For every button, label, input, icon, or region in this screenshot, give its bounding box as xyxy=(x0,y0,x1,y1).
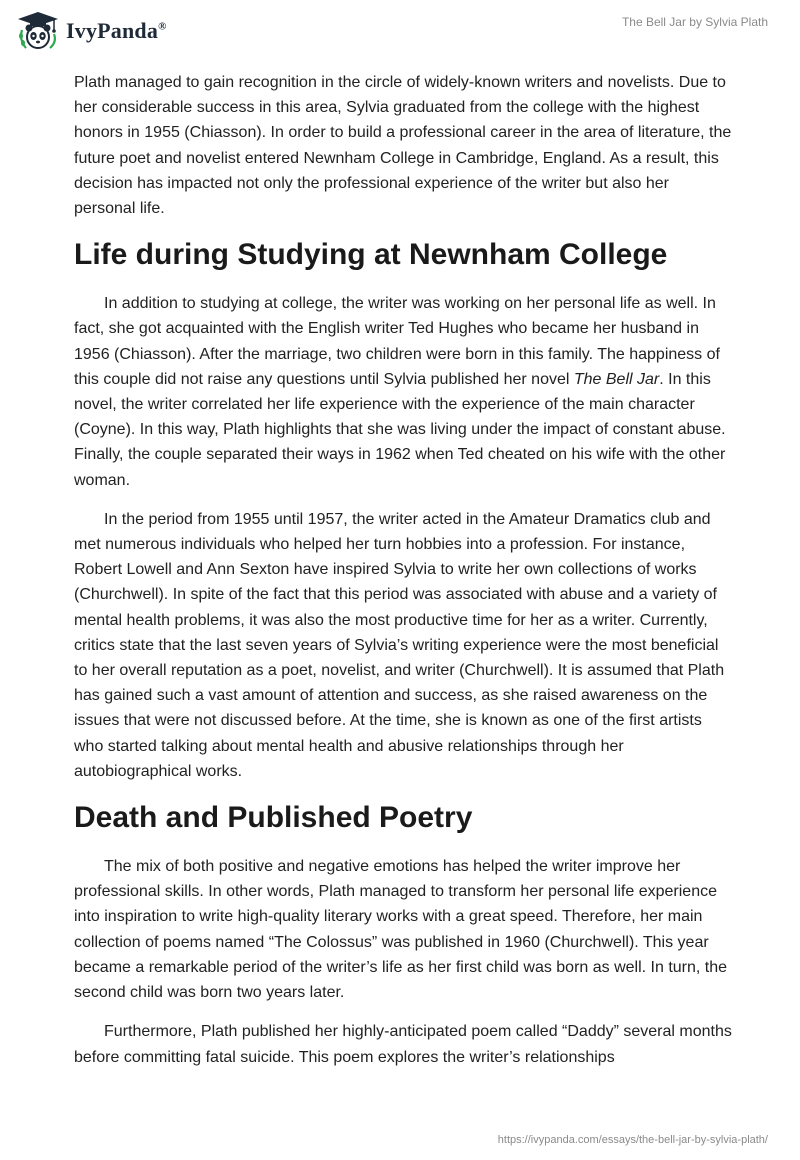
section-heading-newnham: Life during Studying at Newnham College xyxy=(74,238,668,272)
brand-logo[interactable] xyxy=(16,10,167,52)
paragraph-colossus: The mix of both positive and negative emotions has helped the writer improve her professional skills. In other words, Plath managed to transform her personal life experience into inspiration to write high-quality literary works with a great speed. Therefore, her main collection of poems named “The Colossus” was published in 1960 (Churchwell). This year became a remarkable period of the writer’s life as her first child was born as well. In turn, the second child was born two years later. xyxy=(74,858,728,1002)
paragraph-intro: Plath managed to gain recognition in the circle of widely-known writers and novelists. Due to her considerable success in this area, Sylvia graduated from the college with the highest honors in 1955 (Chiasson). In order to build a professional career in the area of literature, the future poet and novelist entered Newnham College in Cambridge, England. As a result, this decision has impacted not only the professional experience of the writer but also her personal life. xyxy=(74,74,732,218)
panda-graduate-icon xyxy=(16,10,60,52)
paragraph-dramatics: In the period from 1955 until 1957, the writer acted in the Amateur Dramatics club and met numerous individuals who helped her turn hobbies into a profession. For instance, Robert Lowell and Ann Sexton have inspired Sylvia to write her own collections of works (Churchwell). In spite of the fact that this period was associated with abuse and a variety of mental health problems, it was also the most productive time for her as a writer. Currently, critics state that the last seven years of Sylvia’s writing experience were the most beneficial to her overall reputation as a poet, novelist, and writer (Churchwell). It is assumed that Plath has gained such a vast amount of attention and success, as she raised awareness on the issues that were not discussed before. At the time, she is known as one of the first artists who started talking about mental health and abusive relationships through her autobiographical works. xyxy=(74,510,725,780)
section-heading-death: Death and Published Poetry xyxy=(74,801,473,835)
page-header xyxy=(0,0,800,64)
document-title: The Bell Jar by Sylvia Plath xyxy=(621,15,768,29)
paragraph-daddy: Furthermore, Plath published her highly-anticipated poem called “Daddy” several months before committing fatal suicide. This poem explores the writer’s relationships xyxy=(74,1023,732,1066)
paragraph-marriage: In addition to studying at college, the writer was working on her personal life as well. In fact, she got acquainted with the English writer Ted Hughes who became her husband in 1956 (Chiasson). After the marriage, two children were born in this family. The happiness of this couple did not raise any questions until Sylvia published her novel The Bell Jar. In this novel, the writer correlated her life experience with the experience of the main character (Coyne). In this way, Plath highlights that she was living under the impact of constant abuse. Finally, the couple separated their ways in 1962 when Ted cheated on his wife with the other woman. xyxy=(74,295,726,489)
essay-content xyxy=(74,70,734,1084)
source-url-link[interactable]: https://ivypanda.com/essays/the-bell-jar-by-sylvia-plath/ xyxy=(497,1134,768,1146)
brand-name: IvyPanda® xyxy=(66,18,167,43)
book-title: The Bell Jar xyxy=(573,370,660,388)
